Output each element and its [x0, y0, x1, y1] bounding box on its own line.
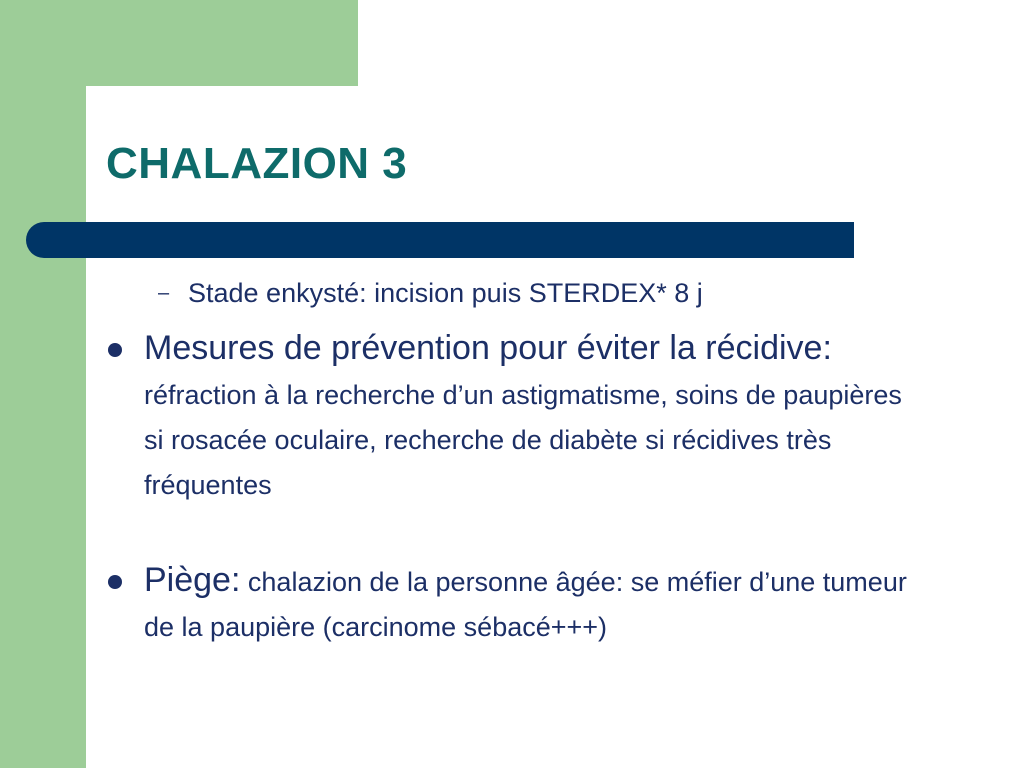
bullet-lead: Piège: — [144, 561, 241, 599]
green-top-band — [0, 0, 358, 86]
dash-bullet-icon: – — [158, 282, 170, 304]
bullet-dot-icon — [108, 575, 122, 589]
slide-title: CHALAZION 3 — [106, 139, 408, 188]
green-side-band — [0, 0, 86, 768]
bullet-item-prevention — [108, 328, 928, 510]
sub-bullet-item — [158, 276, 703, 310]
bullet-detail: chalazion de la personne âgée: se méfier d’une tumeur de la paupière (carcinome sébacé+++) — [144, 567, 907, 642]
bullet-text — [144, 560, 928, 652]
bullet-detail: réfraction à la recherche d’un astigmatisme, soins de paupières si rosacée oculaire, recherche de diabète si récidives très fréquentes — [144, 380, 902, 500]
bullet-text — [144, 328, 928, 510]
bullet-item-piege — [108, 560, 928, 652]
sub-bullet-text: Stade enkysté: incision puis STERDEX* 8 j — [188, 278, 703, 308]
bullet-lead: Mesures de prévention pour éviter la récidive: — [144, 329, 832, 367]
title-underline-bar — [26, 222, 854, 258]
bullet-dot-icon — [108, 343, 122, 357]
